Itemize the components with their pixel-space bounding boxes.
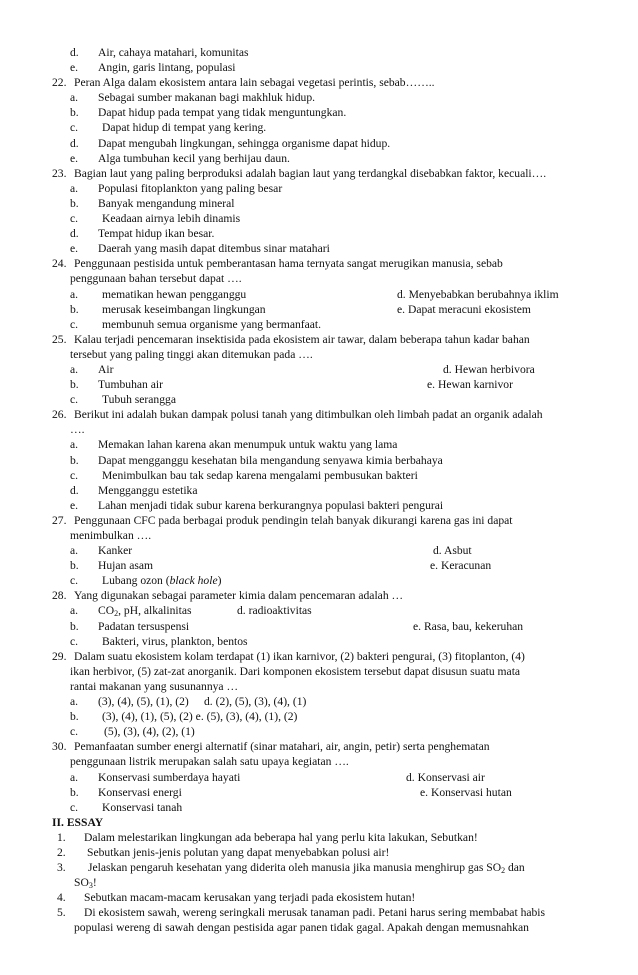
- option-text-italic: black hole: [169, 574, 218, 588]
- option-letter: c.: [70, 725, 79, 739]
- q27-question-cont: [0, 528, 638, 543]
- essay-item-2: [0, 845, 638, 860]
- option-text: Bakteri, virus, plankton, bentos: [102, 634, 248, 648]
- q26-question-cont: [0, 422, 638, 437]
- option-letter: b.: [70, 106, 79, 120]
- option-letter: e.: [70, 498, 79, 512]
- option-text: (3), (4), (1), (5), (2) e. (5), (3), (4), (1), (2): [102, 710, 298, 724]
- essay-number: 3.: [57, 861, 66, 875]
- option-letter: d.: [70, 227, 79, 241]
- option-letter: a.: [70, 287, 79, 301]
- q21-option-e: [0, 60, 638, 75]
- option-text: Keadaan airnya lebih dinamis: [102, 212, 241, 226]
- option-text: e. Keracunan: [430, 559, 492, 573]
- q25-option-row-b: [0, 377, 638, 392]
- q26-option-c: [0, 468, 638, 483]
- question-text: Bagian laut yang paling berproduksi adalah bagian laut yang terdangkal disebabkan faktor, kecuali….: [74, 166, 547, 180]
- option-text: Daerah yang masih dapat ditembus sinar matahari: [98, 242, 330, 256]
- formula-part: , pH, alkalinitas: [118, 604, 192, 618]
- essay-number: 2.: [57, 845, 66, 859]
- question-number: 30.: [52, 740, 67, 754]
- option-text: (3), (4), (5), (1), (2): [98, 695, 189, 709]
- option-text: Memakan lahan karena akan menumpuk untuk waktu yang lama: [98, 438, 398, 452]
- question-text: penggunaan bahan tersebut dapat ….: [70, 272, 242, 286]
- q27-option-row-a: [0, 543, 638, 558]
- option-text: Lahan menjadi tidak subur karena berkurangnya populasi bakteri pengurai: [98, 498, 444, 512]
- q25-question-cont: [0, 347, 638, 362]
- q29-question-cont: [0, 679, 638, 694]
- option-letter: c.: [70, 634, 79, 648]
- option-text: d. Asbut: [433, 544, 472, 558]
- question-text: Penggunaan pestisida untuk pemberantasan hama ternyata sangat merugikan manusia, sebab: [74, 257, 503, 271]
- q23-option-a: [0, 181, 638, 196]
- option-text: Tubuh serangga: [102, 393, 176, 407]
- option-text: Konservasi sumberdaya hayati: [98, 770, 241, 784]
- q26-option-d: [0, 483, 638, 498]
- q24-option-row-a: [0, 287, 638, 302]
- q30-question-cont: [0, 754, 638, 769]
- essay-text: Sebutkan macam-macam kerusakan yang terjadi pada ekosistem hutan!: [84, 891, 416, 905]
- essay-heading-row: [0, 815, 638, 830]
- essay-item-1: [0, 830, 638, 845]
- option-text: d. radioaktivitas: [237, 604, 312, 618]
- question-text: Penggunaan CFC pada berbagai produk pendingin telah banyak dikurangi karena gas ini dapat: [74, 513, 513, 527]
- option-text: Tumbuhan air: [98, 378, 163, 392]
- q29-question-cont: [0, 664, 638, 679]
- question-text: penggunaan listrik merupakan salah satu upaya kegiatan ….: [70, 755, 349, 769]
- option-text: Menimbulkan bau tak sedap karena mengalami pembusukan bakteri: [102, 468, 418, 482]
- option-letter: b.: [70, 619, 79, 633]
- q30-option-row-b: [0, 785, 638, 800]
- q24-question-cont: [0, 271, 638, 286]
- q30-option-row-c: [0, 800, 638, 815]
- option-letter: c.: [70, 317, 79, 331]
- essay-number: 5.: [57, 906, 66, 920]
- option-letter: e.: [70, 61, 79, 75]
- essay-text: Di ekosistem sawah, wereng seringkali merusak tanaman padi. Petani harus sering membabat habis: [84, 906, 546, 920]
- option-letter: a.: [70, 695, 79, 709]
- q26-option-b: [0, 453, 638, 468]
- option-text: mematikan hewan pengganggu: [102, 287, 247, 301]
- q24-question: [0, 256, 638, 271]
- essay-number: 4.: [57, 891, 66, 905]
- essay-item-3: [0, 860, 638, 875]
- option-letter: c.: [70, 468, 79, 482]
- option-text: Konservasi tanah: [102, 800, 183, 814]
- option-letter: b.: [70, 196, 79, 210]
- essay-item-5-cont: [0, 920, 638, 935]
- question-number: 28.: [52, 589, 67, 603]
- option-text: Air, cahaya matahari, komunitas: [98, 46, 249, 59]
- option-text: Angin, garis lintang, populasi: [98, 61, 236, 75]
- option-letter: e.: [70, 151, 79, 165]
- option-letter: b.: [70, 378, 79, 392]
- option-text: Mengganggu estetika: [98, 483, 198, 497]
- option-letter: a.: [70, 604, 79, 618]
- option-letter: b.: [70, 785, 79, 799]
- question-number: 22.: [52, 76, 67, 90]
- formula-subscript: 3: [88, 881, 93, 891]
- formula-part: !: [92, 876, 97, 890]
- question-text: Berikut ini adalah bukan dampak polusi tanah yang ditimbulkan oleh limbah padat an organik adalah: [74, 408, 543, 422]
- q22-option-b: [0, 105, 638, 120]
- option-text-part: ): [217, 574, 222, 588]
- essay-text: Dalam melestarikan lingkungan ada beberapa hal yang perlu kita lakukan, Sebutkan!: [84, 830, 478, 844]
- essay-item-3-cont: [0, 875, 638, 890]
- q22-option-c: [0, 120, 638, 135]
- option-letter: b.: [70, 710, 79, 724]
- page-content: [0, 45, 638, 936]
- option-letter: c.: [70, 574, 79, 588]
- q26-question: [0, 407, 638, 422]
- option-letter: c.: [70, 212, 79, 226]
- q27-question: [0, 513, 638, 528]
- q29-option-row-b: [0, 709, 638, 724]
- option-letter: b.: [70, 559, 79, 573]
- essay-item-5: [0, 905, 638, 920]
- option-letter: a.: [70, 544, 79, 558]
- question-text: ikan herbivor, (5) zat-zat anorganik. Dari komponen ekosistem tersebut dapat disusun suatu mata: [70, 664, 521, 678]
- formula-part: SO: [74, 876, 89, 890]
- option-letter: c.: [70, 121, 79, 135]
- option-text: Populasi fitoplankton yang paling besar: [98, 181, 283, 195]
- option-text-part: Lubang ozon (: [102, 574, 170, 588]
- q30-question: [0, 739, 638, 754]
- q22-option-d: [0, 136, 638, 151]
- q26-option-a: [0, 437, 638, 452]
- q28-question: [0, 588, 638, 603]
- question-text: tersebut yang paling tinggi akan ditemukan pada ….: [70, 347, 313, 361]
- essay-text: [88, 860, 525, 875]
- question-number: 24.: [52, 257, 67, 271]
- q25-question: [0, 332, 638, 347]
- q24-option-row-b: [0, 302, 638, 317]
- question-number: 27.: [52, 513, 67, 527]
- option-text: Kanker: [98, 544, 133, 558]
- option-text: Konservasi energi: [98, 785, 182, 799]
- option-text: d. Menyebabkan berubahnya iklim: [397, 287, 559, 301]
- option-letter: a.: [70, 438, 79, 452]
- option-letter: d.: [70, 136, 79, 150]
- option-text: Padatan tersuspensi: [98, 619, 190, 633]
- q27-option-row-c: [0, 573, 638, 588]
- q29-option-row-a: [0, 694, 638, 709]
- option-text: membunuh semua organisme yang bermanfaat.: [102, 317, 322, 331]
- option-text: Air: [98, 362, 114, 376]
- q22-question: [0, 75, 638, 90]
- option-letter: a.: [70, 362, 79, 376]
- q23-option-c: [0, 211, 638, 226]
- essay-text: populasi wereng di sawah dengan pestisida agar panen tidak gagal. Apakah dengan memusnahkan: [74, 921, 529, 935]
- option-letter: e.: [70, 242, 79, 256]
- option-text: merusak keseimbangan lingkungan: [102, 302, 266, 316]
- q26-option-e: [0, 498, 638, 513]
- option-text: d. (2), (5), (3), (4), (1): [204, 695, 307, 709]
- essay-text: [74, 875, 97, 890]
- formula-subscript: 2: [114, 609, 119, 619]
- q22-option-a: [0, 90, 638, 105]
- option-text: Alga tumbuhan kecil yang berhijau daun.: [98, 151, 290, 165]
- option-letter: c.: [70, 393, 79, 407]
- option-letter: a.: [70, 181, 79, 195]
- option-text: [102, 573, 221, 588]
- essay-text-part: dan: [505, 861, 525, 875]
- option-letter: b.: [70, 302, 79, 316]
- essay-item-4: [0, 890, 638, 905]
- question-text: Peran Alga dalam ekosistem antara lain sebagai vegetasi perintis, sebab……..: [74, 76, 435, 90]
- option-text: Hujan asam: [98, 559, 154, 573]
- option-text: Dapat hidup pada tempat yang tidak menguntungkan.: [98, 106, 347, 120]
- question-text: Yang digunakan sebagai parameter kimia dalam pencemaran adalah …: [74, 589, 404, 603]
- q30-option-row-a: [0, 770, 638, 785]
- option-letter: d.: [70, 483, 79, 497]
- question-number: 26.: [52, 408, 67, 422]
- option-text: d. Konservasi air: [406, 770, 485, 784]
- essay-text-part: Jelaskan pengaruh kesehatan yang diderita oleh manusia jika manusia menghirup gas SO: [88, 861, 502, 875]
- q25-option-row-c: [0, 392, 638, 407]
- question-text: Kalau terjadi pencemaran insektisida pada ekosistem air tawar, dalam beberapa tahun kadar bahan: [74, 332, 530, 346]
- question-text: menimbulkan ….: [70, 529, 152, 542]
- option-letter: c.: [70, 800, 79, 814]
- option-letter: d.: [70, 46, 79, 59]
- section-heading: II. ESSAY: [52, 815, 104, 829]
- q29-option-row-c: [0, 724, 638, 739]
- q27-option-row-b: [0, 558, 638, 573]
- option-text: Banyak mengandung mineral: [98, 196, 235, 210]
- formula-subscript: 2: [501, 866, 506, 876]
- q28-option-row-c: [0, 634, 638, 649]
- question-text: Pemanfaatan sumber energi alternatif (sinar matahari, air, angin, petir) serta penghematan: [74, 740, 490, 754]
- q28-option-row-b: [0, 619, 638, 634]
- question-text: rantai makanan yang susunannya …: [70, 679, 239, 693]
- option-text: Dapat hidup di tempat yang kering.: [102, 121, 267, 135]
- q28-option-row-a: [0, 603, 638, 618]
- q23-option-b: [0, 196, 638, 211]
- essay-text: Sebutkan jenis-jenis polutan yang dapat menyebabkan polusi air!: [87, 845, 390, 859]
- option-letter: b.: [70, 453, 79, 467]
- q23-option-e: [0, 241, 638, 256]
- option-text: e. Hewan karnivor: [427, 378, 513, 392]
- option-text: Dapat mengganggu kesehatan bila mengandung senyawa kimia berbahaya: [98, 453, 443, 467]
- q23-question: [0, 166, 638, 181]
- q24-option-row-c: [0, 317, 638, 332]
- option-text: e. Konservasi hutan: [420, 785, 512, 799]
- question-text: ….: [70, 423, 85, 437]
- question-text: Dalam suatu ekosistem kolam terdapat (1) ikan karnivor, (2) bakteri pengurai, (3) fitoplanton, (4): [74, 649, 525, 663]
- question-number: 25.: [52, 332, 67, 346]
- question-number: 29.: [52, 649, 67, 663]
- option-text: (5), (3), (4), (2), (1): [104, 725, 195, 739]
- q23-option-d: [0, 226, 638, 241]
- option-text: e. Dapat meracuni ekosistem: [397, 302, 531, 316]
- option-letter: a.: [70, 770, 79, 784]
- q25-option-row-a: [0, 362, 638, 377]
- formula-part: CO: [98, 604, 115, 618]
- option-text: e. Rasa, bau, kekeruhan: [413, 619, 524, 633]
- option-text: Sebagai sumber makanan bagi makhluk hidup.: [98, 91, 316, 105]
- option-text: Tempat hidup ikan besar.: [98, 227, 215, 241]
- q21-option-d: [0, 45, 638, 60]
- option-text: [98, 603, 192, 618]
- option-text: d. Hewan herbivora: [443, 362, 535, 376]
- q22-option-e: [0, 151, 638, 166]
- question-number: 23.: [52, 166, 67, 180]
- q29-question: [0, 649, 638, 664]
- option-text: Dapat mengubah lingkungan, sehingga organisme dapat hidup.: [98, 136, 391, 150]
- option-letter: a.: [70, 91, 79, 105]
- essay-number: 1.: [57, 830, 66, 844]
